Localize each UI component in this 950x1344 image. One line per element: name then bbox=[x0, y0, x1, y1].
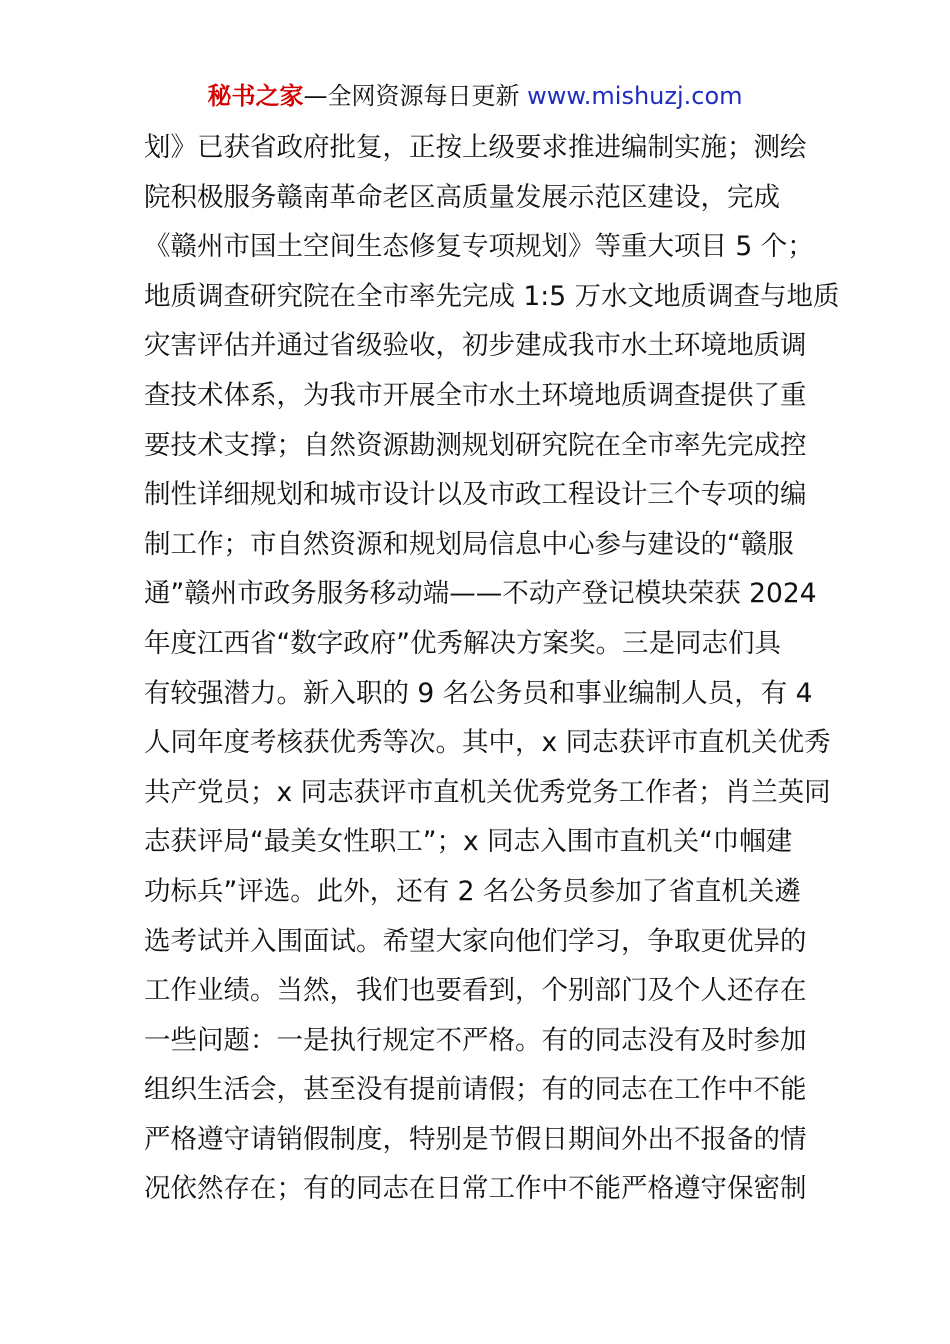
text-line: 志获评局“最美女性职工”；x 同志入围市直机关“巾帼建 bbox=[144, 826, 793, 858]
text-line: 地质调查研究院在全市率先完成 1:5 万水文地质调查与地质 bbox=[144, 280, 840, 312]
text-line: 《赣州市国土空间生态修复专项规划》等重大项目 5 个； bbox=[144, 231, 814, 263]
header-tagline: —全网资源每日更新 bbox=[303, 82, 528, 110]
text-line: 要技术支撑；自然资源勘测规划研究院在全市率先完成控 bbox=[144, 429, 807, 461]
text-line: 查技术体系，为我市开展全市水土环境地质调查提供了重 bbox=[144, 379, 807, 411]
text-line: 通”赣州市政务服务移动端——不动产登记模块荣获 2024 bbox=[144, 578, 817, 610]
header-url[interactable]: www.mishuzj.com bbox=[527, 82, 743, 110]
text-line: 人同年度考核获优秀等次。其中，x 同志获评市直机关优秀 bbox=[144, 727, 831, 759]
text-line: 工作业绩。当然，我们也要看到，个别部门及个人还存在 bbox=[144, 975, 807, 1007]
text-line: 院积极服务赣南革命老区高质量发展示范区建设，完成 bbox=[144, 181, 780, 213]
text-line: 共产党员；x 同志获评市直机关优秀党务工作者；肖兰英同 bbox=[144, 776, 831, 808]
text-line: 严格遵守请销假制度，特别是节假日期间外出不报备的情 bbox=[144, 1123, 807, 1155]
text-line: 有较强潜力。新入职的 9 名公务员和事业编制人员，有 4 bbox=[144, 677, 813, 709]
text-line: 组织生活会，甚至没有提前请假；有的同志在工作中不能 bbox=[144, 1074, 807, 1106]
text-line: 制工作；市自然资源和规划局信息中心参与建设的“赣服 bbox=[144, 528, 794, 560]
text-line: 况依然存在；有的同志在日常工作中不能严格遵守保密制 bbox=[144, 1173, 807, 1205]
text-line: 选考试并入围面试。希望大家向他们学习，争取更优异的 bbox=[144, 925, 807, 957]
brand-name: 秘书之家 bbox=[207, 82, 304, 110]
document-body bbox=[144, 123, 840, 1214]
text-line: 年度江西省“数字政府”优秀解决方案奖。三是同志们具 bbox=[144, 627, 781, 659]
text-line: 功标兵”评选。此外，还有 2 名公务员参加了省直机关遴 bbox=[144, 875, 801, 907]
text-line: 制性详细规划和城市设计以及市政工程设计三个专项的编 bbox=[144, 479, 807, 511]
text-line: 划》已获省政府批复，正按上级要求推进编制实施；测绘 bbox=[144, 132, 807, 163]
text-line: 灾害评估并通过省级验收，初步建成我市水土环境地质调 bbox=[144, 330, 807, 362]
text-line: 一些问题：一是执行规定不严格。有的同志没有及时参加 bbox=[144, 1024, 807, 1056]
page-header bbox=[0, 80, 950, 112]
